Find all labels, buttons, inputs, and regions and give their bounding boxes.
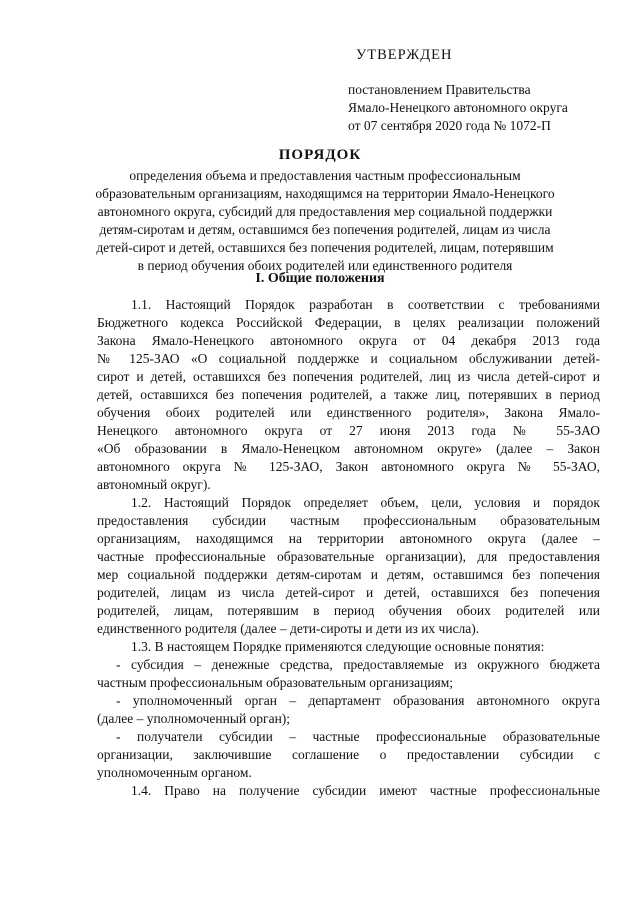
body-line: 1.1. Настоящий Порядок разработан в соответствии с требованиями [131,297,600,312]
document-subtitle [90,167,560,275]
approved-line: Ямало-Ненецкого автономного округа [348,100,568,115]
approval-stamp-block [348,46,618,135]
body-line: родителей, лицам из числа детей-сирот и детей, оставшихся без попечения [97,585,600,600]
body-line: единственного родителя (далее – дети-сироты и дети из их числа). [97,621,480,636]
body-line: 1.4. Право на получение субсидии имеют частные профессиональные [131,783,600,798]
body-line: - субсидия – денежные средства, предоставляемые из окружного бюджета [116,657,600,672]
section-title: I. Общие положения [255,271,385,286]
body-line: автономного округа № 125-ЗАО, Закон автономного округа № 55-ЗАО, [97,459,600,474]
body-line: Ненецкого автономного округа от 27 июня 2013 года № 55-ЗАО [97,423,600,438]
subtitle-line: определения объема и предоставления частным профессиональным [129,168,521,183]
document-body [97,296,600,800]
body-line: организациям, находящимся на территории автономного округа (далее – [97,531,600,546]
body-line: № 125-ЗАО «О социальной поддержке и социальном обслуживании детей- [97,351,600,366]
body-line: организации, заключившие соглашение о предоставлении субсидии с [97,747,600,762]
body-line: детей, оставшихся без попечения родителей, а также лиц, потерявших в период [97,387,600,402]
subtitle-line: образовательным организациям, находящимся на территории Ямало-Ненецкого [95,186,555,201]
body-line: родителей, лицам, потерявшим в период обучения обоих родителей или [97,603,600,618]
body-line: частным профессиональным образовательным организациям; [97,675,454,690]
body-line: мер социальной поддержки детям-сиротам и детям, оставшимся без попечения [97,567,600,582]
subtitle-line: детям-сиротам и детям, оставшимся без попечения родителей, лицам из числа [99,222,551,237]
approved-title: УТВЕРЖДЕН [356,47,453,63]
approved-line: от 07 сентября 2020 года № 1072-П [348,118,551,133]
body-line: «Об образовании в Ямало-Ненецком автономном округе» (далее – Закон [97,441,600,456]
body-line: 1.2. Настоящий Порядок определяет объем, цели, условия и порядок [131,495,600,510]
body-line: сирот и детей, оставшихся без попечения родителей, лиц из числа детей-сирот и [97,369,600,384]
document-title: ПОРЯДОК [278,147,362,163]
body-line: обучения обоих родителей или единственного родителя», Закона Ямало- [97,405,600,420]
body-line: - получатели субсидии – частные профессиональные образовательные [116,729,600,744]
body-line: уполномоченным органом. [97,765,252,780]
body-line: Бюджетного кодекса Российской Федерации, в целях реализации положений [97,315,600,330]
body-line: частные профессиональные образовательные организации), для предоставления [97,549,600,564]
subtitle-line: детей-сирот и детей, оставшихся без попечения родителей, лицам, потерявшим [96,240,554,255]
body-line: автономный округ). [97,477,211,492]
approved-line: постановлением Правительства [348,82,531,97]
body-line: предоставления субсидии частным профессиональным образовательным [97,513,600,528]
subtitle-line: в период обучения обоих родителей или единственного родителя [137,258,513,273]
body-line: (далее – уполномоченный орган); [97,711,291,726]
subtitle-line: автономного округа, субсидий для предоставления мер социальной поддержки [97,204,553,219]
body-line: - уполномоченный орган – департамент образования автономного округа [116,693,600,708]
body-line: 1.3. В настоящем Порядке применяются следующие основные понятия: [131,639,545,654]
body-line: Закона Ямало-Ненецкого автономного округа от 04 декабря 2013 года [97,333,600,348]
